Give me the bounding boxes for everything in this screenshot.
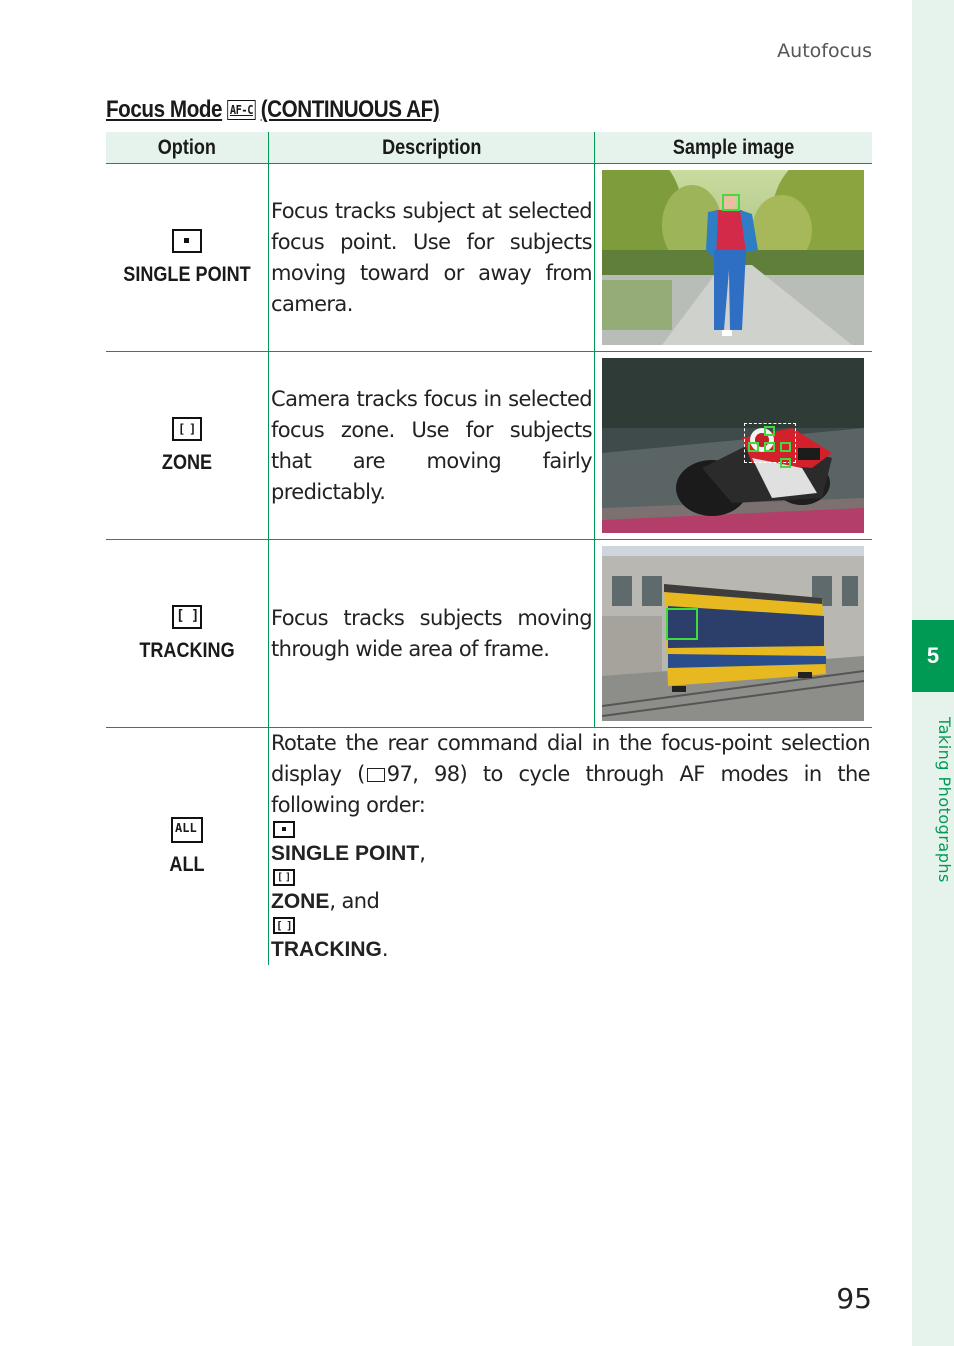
sample-image-runner (602, 170, 864, 345)
header-option: Option (106, 132, 269, 164)
sample-image-tram (602, 546, 864, 721)
focus-mode-table (106, 132, 872, 965)
running-head: Autofocus (777, 40, 872, 62)
table-row (106, 352, 872, 540)
section-title-suffix: (CONTINUOUS AF) (260, 96, 440, 123)
af-point-box (748, 442, 759, 452)
tracking-icon: [ ] (172, 605, 202, 629)
option-label: ALL (169, 852, 205, 876)
header-description: Description (269, 132, 595, 164)
af-point-box (780, 458, 791, 468)
header-sample: Sample image (595, 132, 873, 164)
sample-cell (595, 540, 873, 728)
sample-cell (595, 164, 873, 352)
page-number: 95 (836, 1282, 872, 1315)
sample-image-motorbike (602, 358, 864, 533)
single-point-icon (172, 229, 202, 253)
chapter-title: Taking Photographs (935, 717, 954, 883)
af-point-box (722, 194, 740, 211)
option-label: ZONE (161, 450, 213, 474)
option-cell (106, 164, 269, 352)
af-tracking-box (666, 608, 698, 640)
table-row (106, 164, 872, 352)
tracking-icon: [ ] (273, 917, 295, 934)
af-point-box (764, 442, 775, 452)
option-cell (106, 352, 269, 540)
single-point-icon (273, 821, 295, 838)
af-point-box (764, 426, 775, 436)
section-title (106, 96, 439, 124)
section-title-prefix: Focus Mode (106, 96, 223, 123)
sample-cell (595, 352, 873, 540)
table-row (106, 728, 872, 966)
option-label: SINGLE POINT (123, 262, 251, 286)
description-cell: Focus tracks subjects moving through wide area of frame. (269, 540, 595, 728)
option-label: TRACKING (139, 638, 235, 662)
chapter-tab[interactable]: 5 (912, 620, 954, 692)
option-cell (106, 728, 269, 966)
all-description: Rotate the rear command dial in the focus-point selection display ( 97, 98) to cycle through AF modes in the following order: SINGLE POINT, [ ] ZONE, and [ ] TRACKING. (271, 731, 870, 961)
zone-icon: [ ] (273, 869, 295, 886)
table-row (106, 540, 872, 728)
zone-icon: [ ] (172, 417, 202, 441)
option-cell (106, 540, 269, 728)
af-point-box (780, 442, 791, 452)
book-icon (367, 768, 385, 782)
all-icon: ALL (171, 817, 203, 843)
description-cell: Camera tracks focus in selected focus zone. Use for subjects that are moving fairly predictably. (269, 352, 595, 540)
description-cell: Focus tracks subject at selected focus point. Use for subjects moving toward or away from camera. (269, 164, 595, 352)
description-cell (269, 728, 873, 966)
af-c-icon: AF-C (227, 100, 255, 120)
